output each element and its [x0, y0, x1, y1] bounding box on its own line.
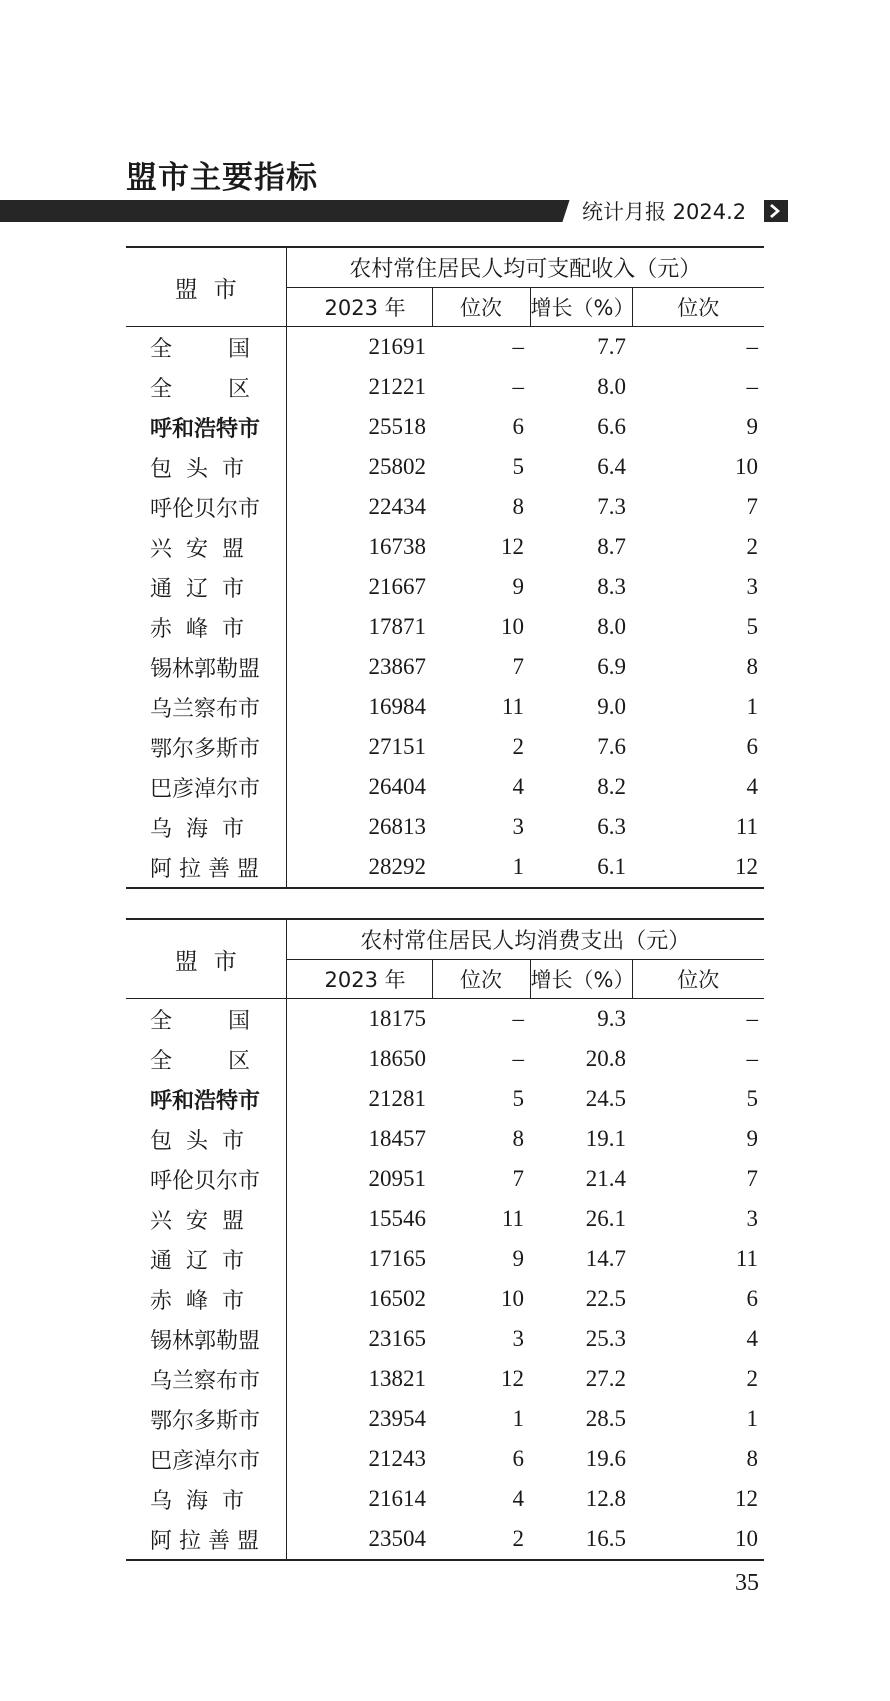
rank-cell: 10 [501, 614, 524, 639]
rank-cell: 6 [512, 1446, 524, 1471]
table-row [126, 1479, 764, 1519]
chevron-right-icon [764, 200, 788, 222]
value-cell: 20951 [368, 1166, 426, 1191]
value-cell: 18457 [368, 1126, 426, 1151]
rank-cell: 9 [512, 1246, 524, 1271]
growth-cell: 26.1 [585, 1206, 626, 1231]
rank-cell: 3 [512, 814, 524, 839]
table-row [126, 1079, 764, 1119]
growth-cell: 8.3 [597, 574, 626, 599]
rank-cell: 12 [501, 1366, 524, 1391]
rank-cell: 12 [501, 534, 524, 559]
growth-cell: 8.0 [597, 374, 626, 399]
growth-rank-cell: 4 [746, 1326, 759, 1351]
region-cell: 兴 安 盟 [126, 527, 286, 567]
value-cell: 17871 [368, 614, 426, 639]
rank-cell: 7 [512, 654, 524, 679]
value-cell: 16502 [368, 1286, 426, 1311]
value-cell: 21691 [368, 334, 426, 359]
growth-rank-cell: 7 [746, 1166, 759, 1191]
growth-rank-cell: 6 [746, 1286, 759, 1311]
rank-cell: 6 [512, 414, 524, 439]
table-row [126, 647, 764, 687]
group-column-header: 农村常住居民人均可支配收入（元） [286, 247, 764, 288]
value-cell: 17165 [368, 1246, 426, 1271]
value-cell: 21281 [368, 1086, 426, 1111]
region-cell: 鄂尔多斯市 [126, 727, 286, 767]
region-cell: 乌兰察布市 [126, 687, 286, 727]
growth-rank-cell: 7 [746, 494, 759, 519]
region-cell: 乌 海 市 [126, 807, 286, 847]
table-row [126, 1199, 764, 1239]
value-cell: 23954 [368, 1406, 426, 1431]
table-row [126, 1279, 764, 1319]
growth-rank-cell: 9 [746, 414, 759, 439]
value-cell: 21221 [368, 374, 426, 399]
value-cell: 21243 [368, 1446, 426, 1471]
value-cell: 23165 [368, 1326, 426, 1351]
rank-cell: 3 [512, 1326, 524, 1351]
growth-cell: 6.1 [530, 847, 632, 888]
growth-rank-cell: – [746, 374, 759, 399]
region-cell: 赤 峰 市 [126, 607, 286, 647]
region-cell: 全 国 [126, 999, 286, 1040]
year-column-header: 2023 年 [286, 960, 432, 999]
table-row [126, 1519, 764, 1560]
region-cell: 呼伦贝尔市 [126, 1159, 286, 1199]
region-cell: 包 头 市 [126, 447, 286, 487]
value-cell: 25518 [368, 414, 426, 439]
value-cell: 28292 [286, 847, 432, 888]
value-cell: 15546 [368, 1206, 426, 1231]
value-cell: 21667 [368, 574, 426, 599]
region-cell: 鄂尔多斯市 [126, 1399, 286, 1439]
growth-rank-cell: 11 [735, 814, 759, 839]
region-cell: 赤 峰 市 [126, 1279, 286, 1319]
table-row [126, 367, 764, 407]
rank-cell: 4 [512, 1486, 524, 1511]
growth-rank-cell: 12 [632, 847, 764, 888]
rank-cell: – [512, 1006, 524, 1031]
table-row [126, 487, 764, 527]
growth-rank-cell: 8 [746, 654, 759, 679]
value-cell: 23504 [286, 1519, 432, 1560]
region-cell: 呼和浩特市 [126, 407, 286, 447]
rural-consumption-table [126, 918, 764, 1561]
region-cell: 通 辽 市 [126, 1239, 286, 1279]
rank-cell: 8 [512, 494, 524, 519]
growth-rank-column-header: 位次 [632, 288, 764, 327]
growth-cell: 22.5 [585, 1286, 626, 1311]
growth-cell: 25.3 [585, 1326, 626, 1351]
value-cell: 18175 [368, 1006, 426, 1031]
growth-cell: 7.3 [597, 494, 626, 519]
value-cell: 23867 [368, 654, 426, 679]
rank-cell: 8 [512, 1126, 524, 1151]
region-cell: 阿 拉 善 盟 [126, 847, 286, 888]
rank-column-header: 位次 [432, 288, 530, 327]
region-cell: 乌 海 市 [126, 1479, 286, 1519]
table-row [126, 999, 764, 1040]
table-row [126, 1359, 764, 1399]
table-row [126, 1039, 764, 1079]
region-cell: 全 国 [126, 327, 286, 368]
region-cell: 巴彦淖尔市 [126, 767, 286, 807]
region-cell: 锡林郭勒盟 [126, 647, 286, 687]
rank-cell: – [512, 334, 524, 359]
growth-cell: 14.7 [585, 1246, 626, 1271]
growth-rank-cell: 2 [746, 534, 759, 559]
table-row [126, 527, 764, 567]
rank-cell: – [512, 1046, 524, 1071]
value-cell: 26404 [368, 774, 426, 799]
table-row [126, 1319, 764, 1359]
page-title: 盟市主要指标 [126, 160, 318, 196]
rank-cell: 5 [512, 1086, 524, 1111]
growth-rank-column-header: 位次 [632, 960, 764, 999]
table-row [126, 807, 764, 847]
region-cell: 兴 安 盟 [126, 1199, 286, 1239]
region-cell: 全 区 [126, 367, 286, 407]
rank-cell: 11 [501, 694, 524, 719]
region-cell: 全 区 [126, 1039, 286, 1079]
growth-cell: 6.6 [597, 414, 626, 439]
growth-rank-cell: 1 [746, 1406, 759, 1431]
table-row [126, 847, 764, 888]
rank-cell: 9 [512, 574, 524, 599]
growth-cell: 8.2 [597, 774, 626, 799]
growth-cell: 9.0 [597, 694, 626, 719]
region-column-header: 盟市 [126, 919, 286, 999]
table-row [126, 327, 764, 368]
growth-rank-cell: 9 [746, 1126, 759, 1151]
growth-cell: 9.3 [597, 1006, 626, 1031]
table-row [126, 687, 764, 727]
growth-cell: 6.3 [597, 814, 626, 839]
value-cell: 16984 [368, 694, 426, 719]
value-cell: 21614 [368, 1486, 426, 1511]
value-cell: 13821 [368, 1366, 426, 1391]
rank-cell: – [512, 374, 524, 399]
year-column-header: 2023 年 [286, 288, 432, 327]
growth-rank-cell: 1 [746, 694, 759, 719]
growth-rank-cell: 10 [735, 454, 759, 479]
rank-cell: 2 [432, 1519, 530, 1560]
table-row [126, 727, 764, 767]
table-row [126, 567, 764, 607]
region-cell: 乌兰察布市 [126, 1359, 286, 1399]
growth-rank-cell: 6 [746, 734, 759, 759]
table-row [126, 407, 764, 447]
region-column-header: 盟市 [126, 247, 286, 327]
region-cell: 阿 拉 善 盟 [126, 1519, 286, 1560]
rank-column-header: 位次 [432, 960, 530, 999]
group-column-header: 农村常住居民人均消费支出（元） [286, 919, 764, 960]
table-row [126, 1159, 764, 1199]
region-cell: 呼伦贝尔市 [126, 487, 286, 527]
table-row [126, 1119, 764, 1159]
growth-cell: 12.8 [585, 1486, 626, 1511]
rank-cell: 2 [512, 734, 524, 759]
region-cell: 包 头 市 [126, 1119, 286, 1159]
growth-rank-cell: – [746, 1006, 759, 1031]
header-banner-label: 统计月报 2024.2 [582, 200, 747, 224]
rank-cell: 7 [512, 1166, 524, 1191]
growth-cell: 6.9 [597, 654, 626, 679]
growth-cell: 27.2 [585, 1366, 626, 1391]
rank-cell: 10 [501, 1286, 524, 1311]
growth-cell: 16.5 [530, 1519, 632, 1560]
region-cell: 呼和浩特市 [126, 1079, 286, 1119]
table-row [126, 767, 764, 807]
value-cell: 16738 [368, 534, 426, 559]
value-cell: 22434 [368, 494, 426, 519]
value-cell: 25802 [368, 454, 426, 479]
growth-cell: 6.4 [597, 454, 626, 479]
growth-rank-cell: 8 [746, 1446, 759, 1471]
growth-rank-cell: 5 [746, 1086, 759, 1111]
growth-cell: 7.7 [597, 334, 626, 359]
growth-cell: 19.1 [585, 1126, 626, 1151]
growth-column-header: 增长（%） [530, 288, 632, 327]
growth-cell: 24.5 [585, 1086, 626, 1111]
growth-rank-cell: – [746, 334, 759, 359]
growth-rank-cell: 12 [735, 1486, 759, 1511]
growth-rank-cell: 11 [735, 1246, 759, 1271]
rank-cell: 1 [432, 847, 530, 888]
growth-rank-cell: 5 [746, 614, 759, 639]
value-cell: 26813 [368, 814, 426, 839]
growth-cell: 8.0 [597, 614, 626, 639]
page-number: 35 [735, 1570, 759, 1596]
rank-cell: 11 [501, 1206, 524, 1231]
table-row [126, 607, 764, 647]
region-cell: 通 辽 市 [126, 567, 286, 607]
growth-cell: 21.4 [585, 1166, 626, 1191]
growth-rank-cell: 2 [746, 1366, 759, 1391]
growth-rank-cell: 3 [746, 574, 759, 599]
growth-cell: 8.7 [597, 534, 626, 559]
rural-income-table [126, 246, 764, 889]
growth-cell: 28.5 [585, 1406, 626, 1431]
growth-rank-cell: – [746, 1046, 759, 1071]
value-cell: 27151 [368, 734, 426, 759]
growth-rank-cell: 3 [746, 1206, 759, 1231]
rank-cell: 1 [512, 1406, 524, 1431]
growth-rank-cell: 10 [632, 1519, 764, 1560]
table-row [126, 1239, 764, 1279]
growth-rank-cell: 4 [746, 774, 759, 799]
table-row [126, 1439, 764, 1479]
growth-cell: 7.6 [597, 734, 626, 759]
growth-cell: 19.6 [585, 1446, 626, 1471]
growth-cell: 20.8 [585, 1046, 626, 1071]
region-cell: 巴彦淖尔市 [126, 1439, 286, 1479]
growth-column-header: 增长（%） [530, 960, 632, 999]
table-row [126, 447, 764, 487]
table-row [126, 1399, 764, 1439]
rank-cell: 4 [512, 774, 524, 799]
region-cell: 锡林郭勒盟 [126, 1319, 286, 1359]
rank-cell: 5 [512, 454, 524, 479]
value-cell: 18650 [368, 1046, 426, 1071]
